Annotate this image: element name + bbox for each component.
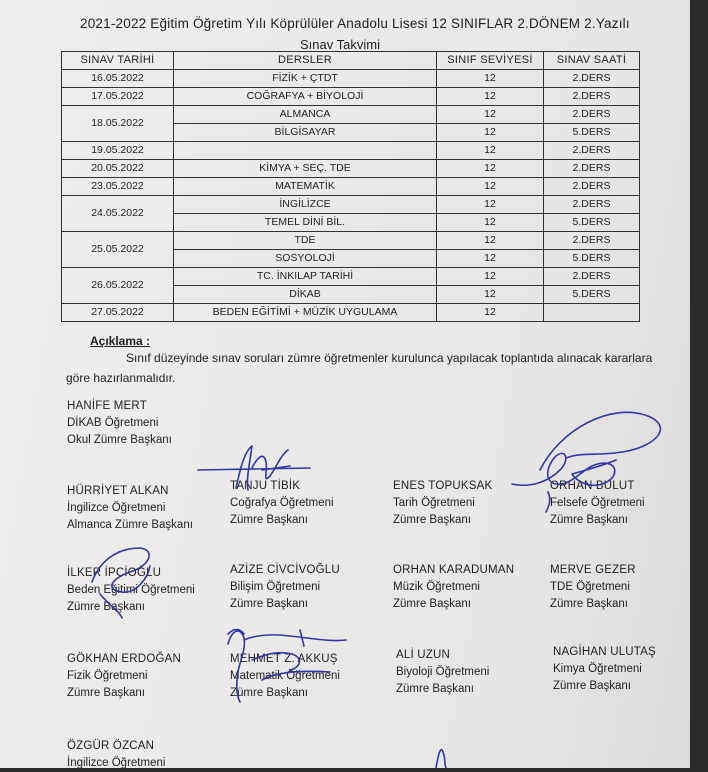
signatory-name: ORHAN KARADUMAN: [393, 564, 515, 576]
exam-date-cell: 26.05.2022: [62, 268, 174, 304]
signatory-role: Kimya Öğretmeni: [553, 663, 642, 675]
signatory-role: Felsefe Öğretmeni: [550, 497, 645, 509]
signatory-title: Zümre Başkanı: [230, 598, 308, 610]
time-cell: 2.DERS: [544, 88, 640, 106]
exam-date-cell: 16.05.2022: [62, 70, 174, 88]
time-cell: 2.DERS: [544, 268, 640, 286]
signatory-ilker: [67, 565, 195, 616]
signatory-gokhan: [67, 651, 181, 702]
level-cell: 12: [437, 196, 544, 214]
time-cell: 2.DERS: [544, 196, 640, 214]
course-cell: DİKAB: [174, 286, 437, 304]
table-row: [62, 232, 640, 250]
signatory-role: DİKAB Öğretmeni: [67, 417, 159, 429]
signatory-role: Bilişim Öğretmeni: [230, 581, 321, 593]
signature-bottom: [436, 750, 446, 768]
time-cell: [544, 304, 640, 322]
table-body: [62, 70, 640, 322]
level-cell: 12: [437, 142, 544, 160]
table-row: [62, 178, 640, 196]
signatory-role: Coğrafya Öğretmeni: [230, 497, 334, 509]
level-cell: 12: [437, 250, 544, 268]
signatory-tanju: [230, 478, 334, 529]
signatory-merve: [550, 562, 636, 613]
level-cell: 12: [437, 124, 544, 142]
level-cell: 12: [437, 268, 544, 286]
course-cell: FİZİK + ÇTDT: [174, 70, 437, 88]
level-cell: 12: [437, 286, 544, 304]
signatory-name: HÜRRİYET ALKAN: [67, 485, 169, 497]
exam-date-cell: 19.05.2022: [62, 142, 174, 160]
course-cell: ALMANCA: [174, 106, 437, 124]
signatory-orhan-karaduman: [393, 562, 514, 613]
note-heading: Açıklama :: [90, 334, 151, 348]
course-cell: SOSYOLOJİ: [174, 250, 437, 268]
column-header-course: DERSLER: [174, 52, 437, 70]
signatory-name: GÖKHAN ERDOĞAN: [67, 653, 181, 665]
table-row: [62, 160, 640, 178]
table-row: [62, 196, 640, 214]
signatory-name: MERVE GEZER: [550, 564, 636, 576]
signatory-role: Fizik Öğretmeni: [67, 670, 148, 682]
exam-date-cell: 17.05.2022: [62, 88, 174, 106]
signatory-ozgur: [67, 738, 165, 772]
signatory-role: Biyoloji Öğretmeni: [396, 666, 490, 678]
table-row: [62, 268, 640, 286]
column-header-level: SINIF SEVİYESİ: [437, 52, 544, 70]
table-header-row: [62, 52, 640, 70]
signatory-name: HANİFE MERT: [67, 400, 147, 412]
signatory-name: NAGİHAN ULUTAŞ: [553, 646, 656, 658]
note-text: Sınıf düzeyinde sınav soruları zümre öğretmenler kurulunca yapılacak toplantıda alınacak kararlara göre hazırlanmalıdır.: [66, 351, 653, 385]
signatory-role: Müzik Öğretmeni: [393, 581, 480, 593]
course-cell: TC. İNKILAP TARİHİ: [174, 268, 437, 286]
course-cell: BEDEN EĞİTİMİ + MÜZİK UYGULAMA: [174, 304, 437, 322]
time-cell: 5.DERS: [544, 124, 640, 142]
signatory-title: Almanca Zümre Başkanı: [67, 519, 193, 531]
course-cell: İNGİLİZCE: [174, 196, 437, 214]
exam-date-cell: 23.05.2022: [62, 178, 174, 196]
signatory-name: İLKER İPCİOĞLU: [67, 567, 162, 579]
course-cell: TEMEL DİNİ BİL.: [174, 214, 437, 232]
signatory-name: ALİ UZUN: [396, 649, 450, 661]
table-row: [62, 106, 640, 124]
exam-date-cell: 27.05.2022: [62, 304, 174, 322]
table-row: [62, 304, 640, 322]
signatory-name: ORHAN BULUT: [550, 480, 635, 492]
time-cell: 2.DERS: [544, 142, 640, 160]
signatory-mehmet: [230, 651, 340, 702]
time-cell: 2.DERS: [544, 232, 640, 250]
level-cell: 12: [437, 88, 544, 106]
signatory-role: Matematik Öğretmeni: [230, 670, 340, 682]
course-cell: COĞRAFYA + BİYOLOJİ: [174, 88, 437, 106]
signatory-title: Zümre Başkanı: [230, 514, 308, 526]
signatory-hurriyet: [67, 483, 193, 534]
course-cell: [174, 142, 437, 160]
signatory-enes: [393, 478, 492, 529]
signatory-name: ENES TOPUKSAK: [393, 480, 493, 492]
signatory-role: İngilizce Öğretmeni: [67, 757, 166, 769]
signatory-name: AZİZE CİVCİVOĞLU: [230, 564, 340, 576]
level-cell: 12: [437, 214, 544, 232]
exam-schedule-table: [61, 51, 640, 322]
signatory-nagihan: [553, 644, 656, 695]
signatory-name: MEHMET Z. AKKUŞ: [230, 653, 338, 665]
document-subtitle: Sınav Takvimi: [300, 37, 380, 52]
signatory-title: Okul Zümre Başkanı: [67, 434, 172, 446]
signatory-hanife: [67, 398, 172, 449]
signatory-title: Zümre Başkanı: [393, 598, 471, 610]
signatory-role: TDE Öğretmeni: [550, 581, 630, 593]
signatory-name: TANJU TİBİK: [230, 480, 301, 492]
table-row: [62, 88, 640, 106]
exam-date-cell: 20.05.2022: [62, 160, 174, 178]
exam-date-cell: 25.05.2022: [62, 232, 174, 268]
level-cell: 12: [437, 106, 544, 124]
course-cell: TDE: [174, 232, 437, 250]
signatory-title: Zümre Başkanı: [550, 598, 628, 610]
signatory-orhan-bulut: [550, 478, 645, 529]
column-header-date: SINAV TARİHİ: [62, 52, 174, 70]
exam-date-cell: 18.05.2022: [62, 106, 174, 142]
table-row: [62, 70, 640, 88]
course-cell: BİLGİSAYAR: [174, 124, 437, 142]
time-cell: 2.DERS: [544, 160, 640, 178]
time-cell: 5.DERS: [544, 286, 640, 304]
column-header-time: SINAV SAATİ: [544, 52, 640, 70]
signatory-name: ÖZGÜR ÖZCAN: [67, 740, 155, 752]
time-cell: 2.DERS: [544, 178, 640, 196]
table-row: [62, 142, 640, 160]
course-cell: MATEMATİK: [174, 178, 437, 196]
level-cell: 12: [437, 160, 544, 178]
time-cell: 2.DERS: [544, 106, 640, 124]
signatory-title: Zümre Başkanı: [396, 683, 474, 695]
time-cell: 5.DERS: [544, 214, 640, 232]
time-cell: 2.DERS: [544, 70, 640, 88]
signatory-azize: [230, 562, 340, 613]
signatory-role: İngilizce Öğretmeni: [67, 502, 166, 514]
level-cell: 12: [437, 70, 544, 88]
signatory-title: Zümre Başkanı: [67, 601, 145, 613]
document-title: 2021-2022 Eğitim Öğretim Yılı Köprülüler Anadolu Lisesi 12 SINIFLAR 2.DÖNEM 2.Yazılı: [80, 16, 630, 31]
time-cell: 5.DERS: [544, 250, 640, 268]
signatory-ali: [396, 647, 489, 698]
signatory-title: Zümre Başkanı: [553, 680, 631, 692]
signatory-title: Zümre Başkanı: [550, 514, 628, 526]
signatory-title: Zümre Başkanı: [230, 687, 308, 699]
signatory-title: Zümre Başkanı: [67, 687, 145, 699]
signatory-role: Beden Eğitimi Öğretmeni: [67, 584, 195, 596]
level-cell: 12: [437, 178, 544, 196]
level-cell: 12: [437, 304, 544, 322]
course-cell: KİMYA + SEÇ. TDE: [174, 160, 437, 178]
signatory-role: Tarih Öğretmeni: [393, 497, 475, 509]
exam-date-cell: 24.05.2022: [62, 196, 174, 232]
signatory-title: Zümre Başkanı: [393, 514, 471, 526]
level-cell: 12: [437, 232, 544, 250]
